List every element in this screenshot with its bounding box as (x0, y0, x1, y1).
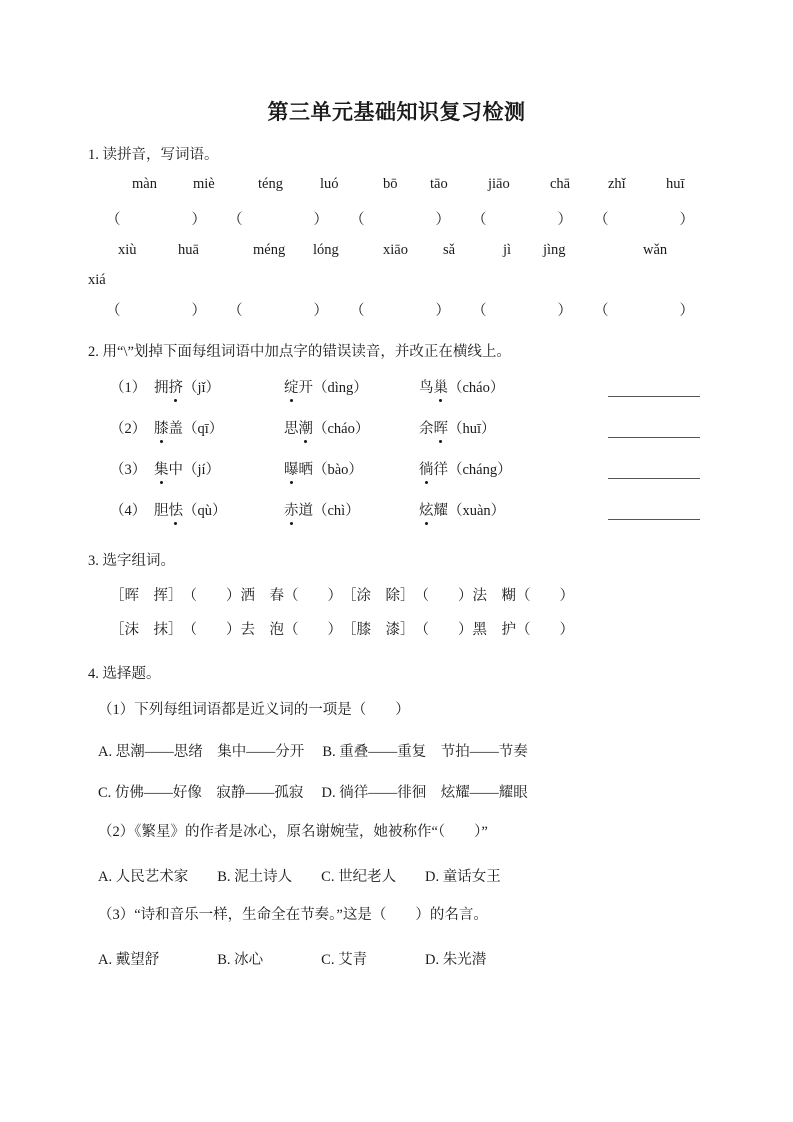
paren-open: （ (472, 303, 487, 319)
pinyin-syllable: sǎ (443, 242, 456, 258)
paren-open: （ (350, 303, 365, 319)
pinyin-choice[interactable]: （dìng） (313, 380, 368, 396)
paren-open: （ (228, 212, 243, 228)
row-number: （1） (110, 380, 147, 396)
paren-open: （ (106, 212, 121, 228)
dotted-char: 晖 (434, 417, 449, 438)
pinyin-syllable: méng (253, 242, 286, 258)
pinyin-syllable: zhǐ (608, 176, 626, 192)
answer-paren-blank[interactable] (228, 208, 328, 229)
word-pinyin-group[interactable] (154, 458, 220, 479)
word-char: 耀 (433, 503, 448, 519)
word-char: 思 (284, 421, 299, 437)
pinyin-choice[interactable]: （bào） (313, 462, 363, 478)
answer-paren-blank[interactable] (350, 299, 450, 320)
word-pinyin-group[interactable] (284, 499, 360, 520)
paren-close: ） (313, 212, 328, 228)
word-pinyin-group[interactable] (419, 458, 512, 479)
word-pinyin-group[interactable] (284, 417, 369, 438)
pinyin-choice[interactable]: （cháo） (448, 380, 505, 396)
section-1-heading: 1. 读拼音，写词语。 (88, 147, 219, 163)
question-4-2-options-row-1[interactable]: A. 人民艺术家 B. 泥土诗人 C. 世纪老人 D. 童话女王 (98, 869, 501, 885)
question-4-2-stem: （2）《繁星》的作者是冰心，原名谢婉莹，她被称作“（ ）” (98, 824, 488, 840)
question-4-1-stem: （1）下列每组词语都是近义词的一项是（ ） (98, 702, 410, 718)
word-pinyin-group[interactable] (154, 376, 220, 397)
dotted-char: 挤 (169, 376, 184, 397)
question-4-3-options-row-1[interactable]: A. 戴望舒 B. 冰心 C. 艾青 D. 朱光潜 (98, 952, 487, 968)
word-pinyin-group[interactable] (154, 499, 227, 520)
section-2-heading: 2. 用“\”划掉下面每组词语中加点字的错误读音，并改正在横线上。 (88, 344, 511, 360)
pinyin-choice[interactable]: （cháng） (448, 462, 512, 478)
answer-paren-blank[interactable] (350, 208, 450, 229)
pinyin-syllable: xiù (118, 242, 137, 258)
pinyin-syllable: jì (503, 242, 512, 258)
paren-open: （ (594, 303, 609, 319)
pinyin-syllable: lóng (313, 242, 339, 258)
word-char: 徉 (433, 462, 448, 478)
word-char: 晒 (298, 462, 313, 478)
paren-close: ） (557, 212, 572, 228)
word-char: 中 (168, 462, 183, 478)
question-4-1-options-row-1[interactable]: A. 思潮——思绪 集中——分开 B. 重叠——重复 节拍——节奏 (98, 744, 528, 760)
answer-paren-blank[interactable] (472, 208, 572, 229)
section-4-heading: 4. 选择题。 (88, 666, 161, 682)
pinyin-syllable: jìng (543, 242, 566, 258)
word-char: 盖 (168, 421, 183, 437)
answer-paren-blank[interactable] (472, 299, 572, 320)
paren-close: ） (679, 212, 694, 228)
pinyin-syllable: luó (320, 176, 339, 192)
answer-paren-blank[interactable] (106, 208, 206, 229)
paren-close: ） (191, 303, 206, 319)
pinyin-syllable: chā (550, 176, 571, 192)
paren-open: （ (594, 212, 609, 228)
answer-paren-blank[interactable] (594, 299, 694, 320)
pinyin-syllable: téng (258, 176, 283, 192)
pinyin-syllable: huā (178, 242, 199, 258)
pinyin-choice[interactable]: （jǐ） (183, 380, 221, 396)
pinyin-choice[interactable]: （qù） (183, 503, 227, 519)
pinyin-syllable: huī (666, 176, 685, 192)
dotted-char: 膝 (154, 417, 169, 438)
dotted-char: 集 (154, 458, 169, 479)
dotted-char: 曝 (284, 458, 299, 479)
pinyin-choice[interactable]: （huī） (448, 421, 496, 437)
pinyin-wrap-word: xiá (88, 272, 106, 288)
answer-blank-line[interactable] (608, 437, 700, 438)
word-pinyin-group[interactable] (419, 376, 504, 397)
page-title: 第三单元基础知识复习检测 (267, 100, 526, 124)
pinyin-choice[interactable]: （cháo） (313, 421, 370, 437)
question-4-1-options-row-2[interactable]: C. 仿佛——好像 寂静——孤寂 D. 徜徉——徘徊 炫耀——耀眼 (98, 785, 528, 801)
pinyin-syllable: wǎn (643, 242, 668, 258)
pinyin-choice[interactable]: （qī） (183, 421, 224, 437)
paren-close: ） (557, 303, 572, 319)
word-char: 拥 (154, 380, 169, 396)
dotted-char: 潮 (299, 417, 314, 438)
paren-close: ） (679, 303, 694, 319)
row-number: （2） (110, 421, 147, 437)
answer-blank-line[interactable] (608, 519, 700, 520)
paren-open: （ (228, 303, 243, 319)
word-pinyin-group[interactable] (284, 376, 368, 397)
word-char: 开 (298, 380, 313, 396)
pinyin-choice[interactable]: （jí） (183, 462, 221, 478)
paren-open: （ (472, 212, 487, 228)
paren-close: ） (435, 212, 450, 228)
dotted-char: 炫 (419, 499, 434, 520)
dotted-char: 赤 (284, 499, 299, 520)
paren-open: （ (350, 212, 365, 228)
pinyin-syllable: bō (383, 176, 398, 192)
dotted-char: 巢 (434, 376, 449, 397)
question-4-3-stem: （3）“诗和音乐一样，生命全在节奏。”这是（ ）的名言。 (98, 907, 488, 923)
row-number: （3） (110, 462, 147, 478)
word-pinyin-group[interactable] (419, 499, 505, 520)
pinyin-syllable: màn (132, 176, 157, 192)
word-char: 胆 (154, 503, 169, 519)
dotted-char: 绽 (284, 376, 299, 397)
pinyin-choice[interactable]: （chì） (313, 503, 360, 519)
answer-paren-blank[interactable] (228, 299, 328, 320)
pinyin-syllable: jiāo (488, 176, 510, 192)
word-pinyin-group[interactable] (419, 417, 496, 438)
answer-paren-blank[interactable] (106, 299, 206, 320)
word-char: 道 (298, 503, 313, 519)
word-pinyin-group[interactable] (284, 458, 363, 479)
pinyin-syllable: miè (193, 176, 215, 192)
paren-close: ） (435, 303, 450, 319)
pinyin-choice[interactable]: （xuàn） (448, 503, 506, 519)
word-char: 鸟 (419, 380, 434, 396)
section-3-heading: 3. 选字组词。 (88, 553, 175, 569)
pinyin-syllable: xiāo (383, 242, 408, 258)
answer-paren-blank[interactable] (594, 208, 694, 229)
answer-blank-line[interactable] (608, 396, 700, 397)
dotted-char: 徜 (419, 458, 434, 479)
row-number: （4） (110, 503, 147, 519)
section-3-row-1[interactable]: ［晖 挥］ （ ）洒 春（ ） ［涂 除］ （ ）法 糊（ ） (110, 588, 574, 604)
dotted-char: 怯 (169, 499, 184, 520)
pinyin-syllable: tāo (430, 176, 448, 192)
paren-open: （ (106, 303, 121, 319)
section-3-row-2[interactable]: ［沫 抹］ （ ）去 泡（ ） ［膝 漆］ （ ）黑 护（ ） (110, 622, 574, 638)
answer-blank-line[interactable] (608, 478, 700, 479)
paren-close: ） (313, 303, 328, 319)
word-pinyin-group[interactable] (154, 417, 223, 438)
paren-close: ） (191, 212, 206, 228)
word-char: 余 (419, 421, 434, 437)
